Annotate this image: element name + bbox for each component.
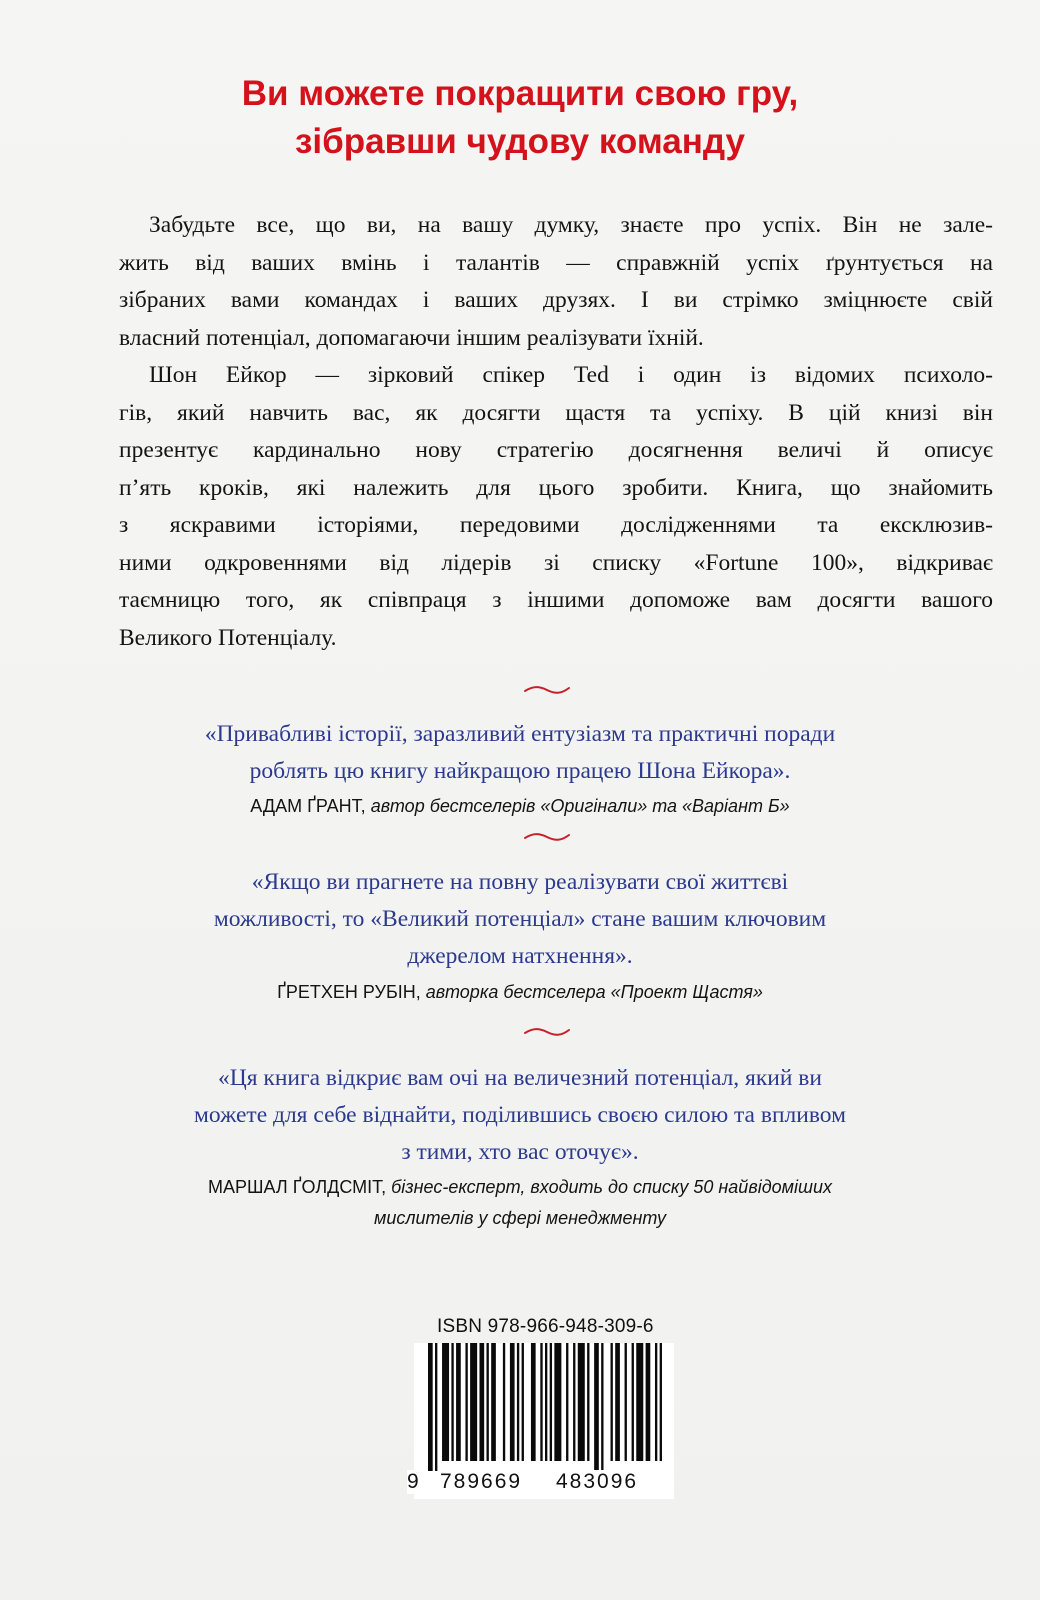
barcode-bar [655, 1343, 657, 1461]
barcode-bar [465, 1343, 467, 1461]
reviewer-description: авторка бестселера «Проект Щастя» [420, 982, 763, 1002]
description-line: Забудьте все, що ви, на вашу думку, знаєте про успіх. Він не зале- [149, 212, 993, 238]
barcode-bar [435, 1343, 437, 1471]
headline-line-2: зібравши чудову команду [295, 122, 745, 161]
tilde-divider-icon [523, 832, 571, 842]
barcode-bar [566, 1343, 568, 1461]
tilde-divider-icon [523, 1027, 571, 1037]
isbn-label: ISBN 978-966-948-309-6 [437, 1316, 654, 1337]
description-line: зібраних вами командах і ваших друзях. І ви стрімко зміцнюєте свій [119, 287, 993, 313]
description-line: Шон Ейкор — зірковий спікер Ted і один із відомих психоло- [149, 362, 993, 388]
description-line: жить від ваших вмінь і талантів — справжній успіх ґрунтується на [119, 249, 993, 276]
barcode-bar [442, 1343, 449, 1461]
barcode-bar [487, 1343, 489, 1461]
reviewer-description: бізнес-експерт, входить до списку 50 найвідоміших [386, 1177, 832, 1197]
barcode-bar [636, 1343, 643, 1461]
reviewer-name: МАРШАЛ ҐОЛДСМІТ, [208, 1177, 387, 1197]
description-line: таємницю того, як співпраця з іншими допоможе вам досягти вашого [119, 587, 993, 613]
barcode-bar [601, 1343, 603, 1471]
quote-line: «Привабливі історії, заразливий ентузіазм та практичні поради [204, 721, 836, 747]
barcode-bar [428, 1343, 433, 1471]
barcode-bar [470, 1343, 477, 1461]
barcode-bar [615, 1343, 620, 1461]
barcode-bar [545, 1343, 547, 1461]
reviewer-description: автор бестселерів «Оригінали» та «Варіант Б» [365, 796, 790, 816]
description-line: п’ять кроків, які належить для цього зробити. Книга, що знайомить [119, 474, 993, 501]
barcode-digits-left: 789669 [440, 1470, 523, 1493]
barcode-bar [594, 1343, 599, 1471]
quote-line: можете для себе віднайти, поділившись своєю силою та впливом [194, 1102, 846, 1128]
barcode-bar [479, 1343, 484, 1461]
quote-line: роблять цю книгу найкращою працею Шона Ейкора». [249, 758, 791, 784]
barcode-bar [660, 1343, 662, 1461]
barcode-digit-first: 9 [407, 1470, 421, 1493]
barcode-digits-right: 483096 [556, 1470, 639, 1493]
quote-line: можливості, то «Великий потенціал» стане вашим ключовим [213, 906, 827, 932]
review-quote-3 [0, 1060, 1040, 1171]
tilde-divider-icon [523, 685, 571, 695]
description-line: презентує кардинально нову стратегію досягнення величі й описує [119, 437, 993, 463]
barcode-bar [517, 1343, 519, 1461]
barcode-bar [578, 1343, 585, 1461]
barcode-bar [451, 1343, 453, 1461]
quote-line: з тими, хто вас оточує». [401, 1139, 639, 1165]
description-line: Великого Потенціалу. [119, 624, 337, 651]
barcode-bar [522, 1343, 524, 1461]
barcode-bar [491, 1343, 496, 1461]
quote-line: джерелом натхнення». [407, 943, 633, 969]
description-line: гів, який навчить вас, як досягти щастя та успіху. В цій книзі він [119, 399, 993, 426]
review-attribution-2 [0, 977, 1040, 1008]
reviewer-name: АДАМ ҐРАНТ, [250, 796, 366, 816]
barcode-bar [587, 1343, 589, 1461]
barcode-bar [573, 1343, 575, 1461]
barcode-bar [531, 1343, 536, 1461]
description-line: власний потенціал, допомагаючи іншим реалізувати їхній. [119, 324, 704, 351]
review-attribution-1 [0, 791, 1040, 822]
headline-line-1: Ви можете покращити свою гру, [241, 74, 799, 113]
barcode-bar [503, 1343, 505, 1461]
barcode-bar [510, 1343, 515, 1461]
barcode [414, 1343, 674, 1473]
quote-line: «Якщо ви прагнете на повну реалізувати свої життєві [251, 869, 789, 895]
headline [0, 70, 1040, 166]
barcode-bar [456, 1343, 461, 1461]
barcode-bar [554, 1343, 561, 1461]
review-attribution-3 [0, 1172, 1040, 1234]
description [119, 207, 993, 657]
barcode-bar [550, 1343, 552, 1461]
barcode-bar [646, 1343, 651, 1461]
barcode-bar [632, 1343, 634, 1461]
reviewer-name: ҐРЕТХЕН РУБІН, [277, 982, 421, 1002]
description-line: з яскравими історіями, передовими дослідженнями та ексклюзив- [119, 512, 993, 538]
description-line: ними одкровеннями від лідерів зі списку «Fortune 100», відкриває [119, 549, 993, 576]
barcode-bar [611, 1343, 613, 1461]
reviewer-description-cont: мислителів у сфері менеджменту [374, 1208, 666, 1228]
review-quote-2 [0, 864, 1040, 975]
review-quote-1 [0, 716, 1040, 790]
barcode-bar [540, 1343, 542, 1461]
barcode-bar [625, 1343, 627, 1461]
quote-line: «Ця книга відкриє вам очі на величезний потенціал, який ви [218, 1065, 822, 1091]
